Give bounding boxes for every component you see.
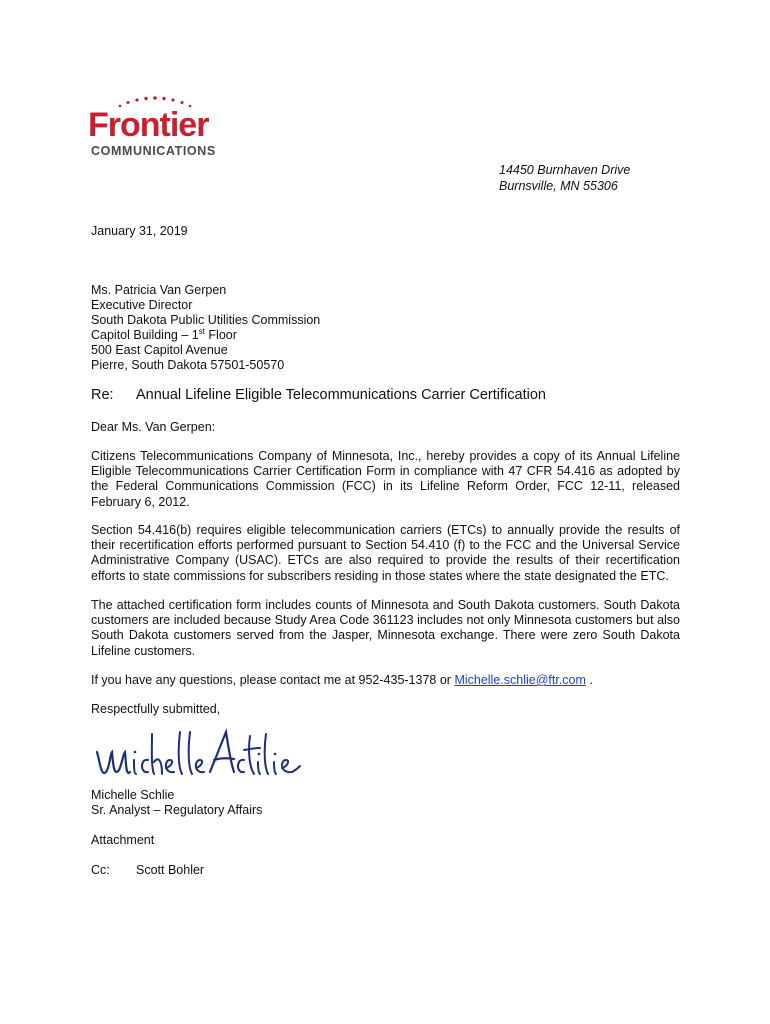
body-paragraph-1: Citizens Telecommunications Company of Minnesota, Inc., hereby provides a copy of its Annual Lifeline Eligible Telecommunications Carrier Certification Form in compliance with 47 CFR 54.416 as adopted by the Federal Communications Commission (FCC) in its Lifeline Reform Order, FCC 12-11, released February 6, 2012. [91,449,680,509]
subject-text: Annual Lifeline Eligible Telecommunications Carrier Certification [136,387,546,403]
body-paragraph-3: The attached certification form includes counts of Minnesota and South Dakota customers. South Dakota customers are included because Study Area Code 361123 includes not only Minnesota customers but also South Dakota customers served from the Jasper, Minnesota exchange. There were zero South Dakota Lifeline customers. [91,598,680,658]
subject-line [91,387,546,404]
contact-suffix: . [585,673,593,687]
email-link[interactable]: Michelle.schlie@ftr.com [454,673,586,687]
recipient-city: Pierre, South Dakota 57501-50570 [91,358,285,372]
handwritten-signature [92,722,307,792]
address-line-1: 14450 Burnhaven Drive [499,163,631,177]
contact-text: If you have any questions, please contact me at 952-435-1378 or [91,673,455,687]
frontier-logo [88,95,248,165]
logo-subtitle: COMMUNICATIONS [91,144,216,158]
recipient-building [91,328,237,343]
building-floor: Floor [204,328,237,342]
cc-label: Cc: [91,863,110,877]
recipient-street: 500 East Capitol Avenue [91,343,228,357]
recipient-name: Ms. Patricia Van Gerpen [91,283,227,297]
cc-name: Scott Bohler [136,863,205,877]
salutation: Dear Ms. Van Gerpen: [91,420,216,434]
body-paragraph-2: Section 54.416(b) requires eligible telecommunication carriers (ETCs) to annually provide the results of their recertification efforts performed pursuant to Section 54.410 (f) to the FCC and the Universal Service Administrative Company (USAC). ETCs are also required to provide the results of their recertification efforts to state commissions for subscribers residing in those states where the state designated the ETC. [91,523,680,583]
recipient-title: Executive Director [91,298,193,312]
contact-line [91,673,593,688]
attachment-note: Attachment [91,833,155,847]
recipient-org: South Dakota Public Utilities Commission [91,313,321,327]
signer-name: Michelle Schlie [91,788,175,802]
logo-wordmark: Frontier [88,106,209,144]
address-line-2: Burnsville, MN 55306 [499,178,618,193]
building-text: Capitol Building – 1 [91,328,199,342]
sender-address [499,163,630,194]
letter-date: January 31, 2019 [91,224,188,238]
closing: Respectfully submitted, [91,702,221,716]
building-ordinal: st [198,326,205,336]
cc-line [91,863,205,878]
signer-title: Sr. Analyst – Regulatory Affairs [91,803,263,817]
subject-label: Re: [91,387,114,403]
